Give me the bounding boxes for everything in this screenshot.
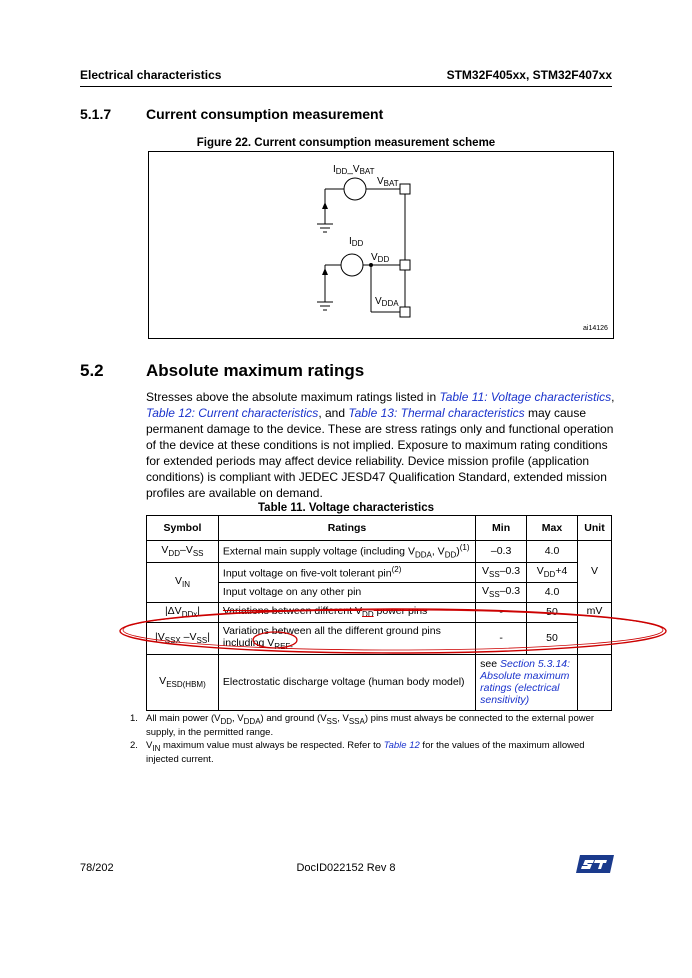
cell-rating: Electrostatic discharge voltage (human body model) <box>218 654 475 710</box>
cell-max: 4.0 <box>527 582 578 602</box>
document-id: DocID022152 Rev 8 <box>296 862 396 874</box>
label-idd-vbat: $I_{DD}\_V_{BAT}$ <box>333 164 375 176</box>
table-row <box>147 541 612 563</box>
table-row <box>147 562 612 582</box>
link-table-12[interactable]: Table 12: Current characteristics <box>146 406 319 420</box>
cell-rating: Input voltage on any other pin <box>218 582 475 602</box>
cell-unit-mv: mV <box>577 602 611 654</box>
col-header-unit: Unit <box>577 516 611 541</box>
cell-symbol: $V_{IN}$ <box>147 562 219 602</box>
measurement-scheme-diagram <box>149 152 613 338</box>
link-section-5314[interactable]: Section 5.3.14: Absolute maximum ratings (electrical sensitivity) <box>480 658 571 707</box>
cell-rating: Variations between all the different ground pins including $V_{REF-}$ <box>218 622 475 654</box>
table-caption: Table 11. Voltage characteristics <box>258 502 434 514</box>
cell-min: - <box>476 622 527 654</box>
section-number: 5.1.7 <box>80 106 112 122</box>
label-idd: $I_{DD}$ <box>349 236 364 248</box>
cell-unit-v: V <box>577 541 611 603</box>
header-section-title: Electrical characteristics <box>80 68 222 82</box>
page-number: 78/202 <box>80 862 114 874</box>
cell-see-section: see Section 5.3.14: Absolute maximum ratings (electrical sensitivity) <box>476 654 578 710</box>
figure-frame <box>148 151 614 339</box>
st-logo-icon <box>576 855 614 873</box>
footnote-2: 2. $V_{IN}$ maximum value must always be respected. Refer to Table 12 for the values of the maximum allowed injected current. <box>130 740 585 765</box>
table-header-row <box>147 516 612 541</box>
link-table-11[interactable]: Table 11: Voltage characteristics <box>439 390 612 404</box>
link-table-13[interactable]: Table 13: Thermal characteristics <box>348 406 525 420</box>
section-number-52: 5.2 <box>80 361 104 380</box>
label-vdda: $V_{DDA}$ <box>375 296 399 308</box>
cell-unit-empty <box>577 654 611 710</box>
col-header-symbol: Symbol <box>147 516 219 541</box>
annotation-vref-circle <box>250 630 300 650</box>
pin-vdda <box>400 307 410 317</box>
col-header-min: Min <box>476 516 527 541</box>
intro-paragraph: Stresses above the absolute maximum ratings listed in Table 11: Voltage characteristics, Table 12: Current characteristics, and Table 13: Thermal characteristics may cause permanent damage to the device. These are stress ratings only and functional operation of the device at these conditions is not implied. Exposure to maximum rating conditions for extended periods may affect device reliability. Device mission profile (application conditions) is compliant with JEDEC JESD47 Qualification Standard, extended mission profiles are available on demand. <box>146 390 615 500</box>
label-vbat: $V_{BAT}$ <box>377 176 399 188</box>
ammeter-vbat-circle <box>344 178 366 200</box>
pin-vdd <box>400 260 410 270</box>
figure-caption: Figure 22. Current consumption measurement scheme <box>196 137 496 149</box>
link-table-12-note[interactable]: Table 12 <box>383 740 420 751</box>
footnote-1: 1. All main power ($V_{DD}$, $V_{DDA}$) and ground ($V_{SS}$, $V_{SSA}$) pins must always be connected to the external power supply, in the permitted range. <box>130 713 595 738</box>
header-divider <box>80 86 612 87</box>
table-row <box>147 654 612 710</box>
cell-max: 50 <box>527 602 578 622</box>
label-vdd: $V_{DD}$ <box>371 252 390 264</box>
ammeter-vdd-circle <box>341 254 363 276</box>
cell-symbol: $V_{DD}-V_{SS}$ <box>147 541 219 563</box>
annotation-ellipse <box>117 606 670 656</box>
cell-symbol: $V_{ESD(HBM)}$ <box>147 654 219 710</box>
cell-max: $V_{DD}+4$ <box>527 562 578 582</box>
cell-min: –0.3 <box>476 541 527 563</box>
pin-vbat <box>400 184 410 194</box>
cell-rating: Input voltage on five-volt tolerant pin$^{(2)}$ <box>218 562 475 582</box>
header-device-name: STM32F405xx, STM32F407xx <box>446 68 612 82</box>
cell-min: $V_{SS}-0.3$ <box>476 562 527 582</box>
cell-max: 50 <box>527 622 578 654</box>
figure-id: ai14126 <box>583 325 608 332</box>
cell-max: 4.0 <box>527 541 578 563</box>
cell-symbol: $|V_{SSX}$ $-V_{SS}|$ <box>147 622 219 654</box>
cell-min: - <box>476 602 527 622</box>
cell-rating: Variations between different $V_{DD}$ power pins <box>218 602 475 622</box>
cell-rating: External main supply voltage (including $V_{DDA}$, $V_{DD})^{(1)}$ <box>218 541 475 563</box>
cell-min: $V_{SS}-0.3$ <box>476 582 527 602</box>
section-title: Current consumption measurement <box>146 106 384 122</box>
cell-symbol: $|\Delta V_{DDx}|$ <box>147 602 219 622</box>
section-title-52: Absolute maximum ratings <box>146 361 365 380</box>
col-header-ratings: Ratings <box>218 516 475 541</box>
col-header-max: Max <box>527 516 578 541</box>
